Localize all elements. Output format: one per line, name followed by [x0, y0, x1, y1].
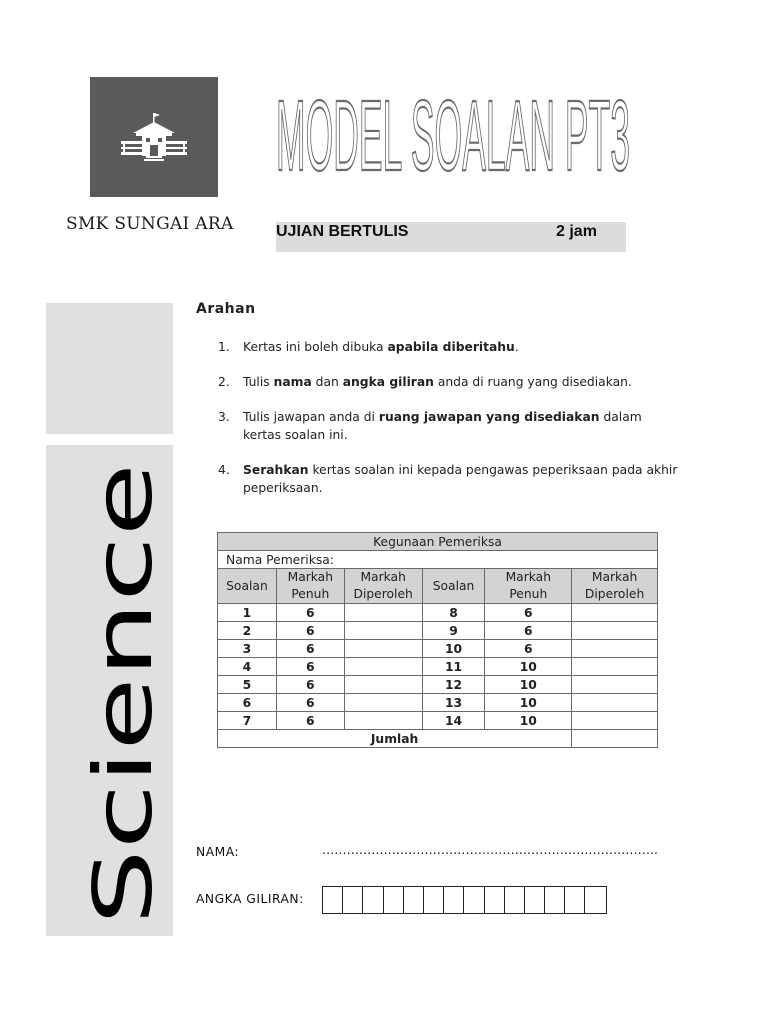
index-digit-box[interactable]: [323, 887, 343, 913]
document-title: [272, 82, 652, 182]
full-marks-cell: 10: [485, 694, 572, 712]
score-obtained-cell[interactable]: [572, 622, 658, 640]
score-obtained-cell[interactable]: [572, 676, 658, 694]
question-number-cell: 10: [422, 640, 485, 658]
instruction-text: kertas soalan ini kepada pengawas peperiksaan pada akhir peperiksaan.: [243, 463, 678, 495]
full-marks-cell: 10: [485, 658, 572, 676]
table-row: [218, 622, 658, 640]
instruction-item: [218, 373, 678, 391]
column-header: Markah Diperoleh: [344, 569, 422, 604]
score-obtained-cell[interactable]: [344, 694, 422, 712]
index-digit-box[interactable]: [485, 887, 505, 913]
index-digit-box[interactable]: [585, 887, 605, 913]
score-obtained-cell[interactable]: [344, 676, 422, 694]
exam-bar: [276, 222, 626, 252]
full-marks-cell: 6: [276, 712, 344, 730]
table-row: [218, 694, 658, 712]
index-digit-box[interactable]: [505, 887, 525, 913]
instruction-text: dalam kertas soalan ini.: [243, 410, 642, 442]
full-marks-cell: 6: [485, 604, 572, 622]
full-marks-cell: 6: [276, 622, 344, 640]
table-row: [218, 712, 658, 730]
instructions-heading: Arahan: [196, 301, 256, 317]
side-panel-bottom: [46, 445, 173, 936]
index-number-label: ANGKA GILIRAN:: [196, 892, 304, 906]
index-digit-box[interactable]: [464, 887, 484, 913]
question-number-cell: 14: [422, 712, 485, 730]
table-caption: Kegunaan Pemeriksa: [218, 533, 658, 551]
instruction-item: [218, 338, 678, 356]
table-row: [218, 658, 658, 676]
school-building-icon: [90, 77, 218, 197]
index-digit-box[interactable]: [424, 887, 444, 913]
table-body: [218, 604, 658, 730]
score-obtained-cell[interactable]: [344, 658, 422, 676]
exam-duration: 2 jam: [556, 223, 597, 240]
subject-title: Science: [77, 614, 170, 925]
instructions-list: [218, 338, 678, 497]
full-marks-cell: 6: [276, 658, 344, 676]
index-digit-box[interactable]: [545, 887, 565, 913]
instruction-emphasis: ruang jawapan yang disediakan: [378, 410, 600, 424]
instruction-emphasis: apabila diberitahu: [387, 340, 515, 354]
instruction-emphasis: Serahkan: [243, 463, 309, 477]
column-header: Soalan: [218, 569, 277, 604]
name-label: NAMA:: [196, 845, 240, 859]
question-number-cell: 4: [218, 658, 277, 676]
examiner-name-label: Nama Pemeriksa:: [218, 551, 658, 569]
table-row: [218, 640, 658, 658]
index-digit-box[interactable]: [363, 887, 383, 913]
column-header: Soalan: [422, 569, 485, 604]
instruction-item: [218, 408, 678, 444]
index-digit-box[interactable]: [404, 887, 424, 913]
score-obtained-cell[interactable]: [344, 622, 422, 640]
instruction-number: 2.: [218, 375, 230, 389]
question-number-cell: 1: [218, 604, 277, 622]
score-obtained-cell[interactable]: [344, 712, 422, 730]
index-digit-box[interactable]: [565, 887, 585, 913]
instruction-number: 4.: [218, 463, 230, 477]
question-number-cell: 8: [422, 604, 485, 622]
total-label: Jumlah: [218, 730, 572, 748]
question-number-cell: 7: [218, 712, 277, 730]
name-field[interactable]: ……………………………………………………………………….: [322, 843, 658, 857]
score-obtained-cell[interactable]: [572, 604, 658, 622]
full-marks-cell: 6: [485, 622, 572, 640]
examiner-table: [217, 532, 658, 748]
question-number-cell: 13: [422, 694, 485, 712]
index-digit-box[interactable]: [343, 887, 363, 913]
instruction-text: Tulis jawapan anda di: [243, 410, 379, 424]
column-header: Markah Penuh: [276, 569, 344, 604]
instruction-emphasis: nama: [273, 375, 312, 389]
full-marks-cell: 10: [485, 712, 572, 730]
index-digit-box[interactable]: [525, 887, 545, 913]
column-header: Markah Diperoleh: [572, 569, 658, 604]
question-number-cell: 5: [218, 676, 277, 694]
score-obtained-cell[interactable]: [572, 640, 658, 658]
question-number-cell: 12: [422, 676, 485, 694]
table-row: [218, 676, 658, 694]
score-obtained-cell[interactable]: [344, 640, 422, 658]
total-value-cell[interactable]: [572, 730, 658, 748]
full-marks-cell: 6: [276, 640, 344, 658]
instruction-item: [218, 461, 678, 497]
question-number-cell: 11: [422, 658, 485, 676]
full-marks-cell: 6: [276, 694, 344, 712]
full-marks-cell: 6: [485, 640, 572, 658]
school-name: SMK SUNGAI ARA: [66, 214, 234, 234]
title-text: MODEL SOALAN PT3: [276, 82, 630, 182]
score-obtained-cell[interactable]: [572, 694, 658, 712]
side-panel-top: [46, 303, 173, 434]
full-marks-cell: 10: [485, 676, 572, 694]
question-number-cell: 9: [422, 622, 485, 640]
instruction-text: Kertas ini boleh dibuka: [243, 340, 388, 354]
full-marks-cell: 6: [276, 604, 344, 622]
index-digit-box[interactable]: [384, 887, 404, 913]
question-number-cell: 3: [218, 640, 277, 658]
instruction-emphasis: angka giliran: [342, 375, 434, 389]
full-marks-cell: 6: [276, 676, 344, 694]
school-logo: [90, 77, 218, 197]
question-number-cell: 6: [218, 694, 277, 712]
table-row: [218, 604, 658, 622]
score-obtained-cell[interactable]: [344, 604, 422, 622]
index-digit-box[interactable]: [444, 887, 464, 913]
table-header-row: [218, 569, 658, 604]
question-number-cell: 2: [218, 622, 277, 640]
instruction-number: 1.: [218, 340, 230, 354]
score-obtained-cell[interactable]: [572, 658, 658, 676]
score-obtained-cell[interactable]: [572, 712, 658, 730]
instruction-text: anda di ruang yang disediakan.: [433, 375, 632, 389]
instruction-number: 3.: [218, 410, 230, 424]
column-header: Markah Penuh: [485, 569, 572, 604]
index-number-boxes[interactable]: [322, 886, 607, 914]
instruction-text: .: [514, 340, 519, 354]
exam-name: UJIAN BERTULIS: [276, 223, 409, 240]
instruction-text: dan: [311, 375, 343, 389]
instruction-text: Tulis: [243, 375, 274, 389]
